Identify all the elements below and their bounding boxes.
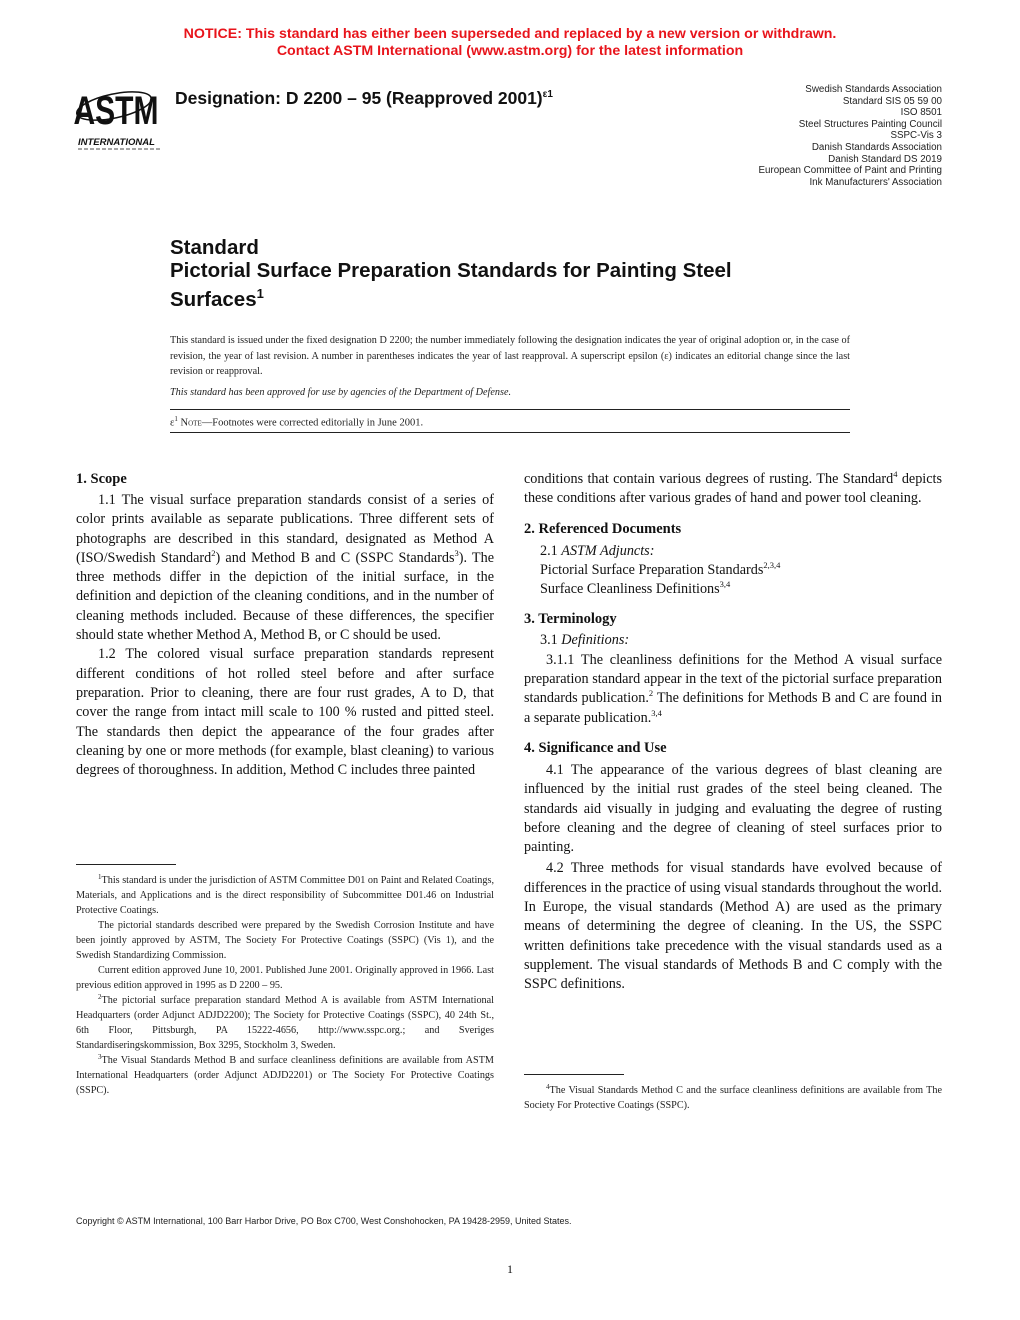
footnote-4: $^4$The Visual Standards Method C and the surface cleanliness definitions are available from The Society For Protective Coatings (SSPC). bbox=[524, 1083, 942, 1111]
header-divider-top bbox=[170, 409, 850, 410]
dod-approval-note: This standard has been approved for use by agencies of the Department of Defense. bbox=[170, 387, 512, 398]
equivalent-standard: Danish Standard DS 2019 bbox=[828, 153, 942, 165]
paragraph-4-2: 4.2 Three methods for visual standards have evolved because of differences in the practice of using visual standards throughout the world. In Europe, the visual standards (Method A) are used as the primary means of determining the degree of cleaning. In the US, the SSPC written definitions take precedence with the visual standards used as a supplement. The visual standards of Methods B and C comply with the SSPC definitions. bbox=[524, 860, 942, 993]
footnotes-right bbox=[524, 1083, 942, 1113]
page-number: 1 bbox=[507, 1262, 513, 1276]
title-footnote-ref[interactable]: 1 bbox=[256, 286, 264, 301]
subsection-2-1: 2.1 ASTM Adjuncts: bbox=[540, 542, 655, 559]
left-column bbox=[76, 470, 494, 780]
designation bbox=[175, 88, 553, 109]
equivalent-standard: European Committee of Paint and Printing bbox=[758, 165, 942, 177]
epsilon-note: $\varepsilon^1$ Note—Footnotes were corrected editorially in June 2001. bbox=[170, 415, 424, 429]
section-heading-scope: 1. Scope bbox=[76, 471, 127, 487]
referenced-item: Surface Cleanliness Definitions$^{3,4}$ bbox=[540, 579, 731, 598]
paragraph-1-2-continued: conditions that contain various degrees of rusting. The Standard$^4$ depicts these conditions after various grades of hand and power tool cleaning. bbox=[524, 469, 943, 507]
footnote-divider-left bbox=[76, 864, 176, 865]
equivalent-standard: Swedish Standards Association bbox=[805, 84, 942, 95]
footnote-1: $^1$This standard is under the jurisdiction of ASTM Committee D01 on Paint and Related Coatings, Materials, and Applications and is the direct responsibility of Subcommittee D01.46 on Industrial Protective Coatings. bbox=[76, 873, 494, 916]
footnote-3: $^3$The Visual Standards Method B and surface cleanliness definitions are available from ASTM International Headquarters (order Adjunct ADJD2201) or The Society For Protective Coatings (SSPC). bbox=[76, 1053, 494, 1096]
designation-label: Designation: D 2200 – 95 (Reapproved 2001) bbox=[175, 88, 543, 108]
footnotes-left bbox=[76, 873, 494, 1098]
subsection-3-1: 3.1 Definitions: bbox=[540, 632, 630, 649]
header-divider-bottom bbox=[170, 432, 850, 433]
equivalent-standard: Ink Manufacturers' Association bbox=[809, 176, 942, 188]
paragraph-3-1-1: 3.1.1 The cleanliness definitions for the Method A visual surface preparation standard appear in the text of the pictorial surface preparation standards publication.$^2$ The definitions for Methods B and C are found in a separate publication.$^{3,4}$ bbox=[524, 651, 942, 726]
equivalent-standard: ISO 8501 bbox=[900, 107, 942, 119]
equivalent-standard: Danish Standards Association bbox=[811, 141, 942, 153]
section-heading-significance: 4. Significance and Use bbox=[524, 739, 667, 756]
issuance-note: This standard is issued under the fixed designation D 2200; the number immediately following the designation indicates the year of original adoption or, in the case of revision, the year of last revision. A number in parentheses indicates the year of last reapproval. A superscript epsilon (ε) indicates an editorial change since the last revision or reapproval. bbox=[170, 335, 850, 377]
paragraph-1-1: 1.1 The visual surface preparation standards consist of a series of color prints available as separate publications. Three different sets of photographs are described in this standard, designated as Method A (ISO/Swedish Standard$^2$) and Method B and C (SSPC Standards$^3$). The three methods differ in the depiction of the initial surface, in the definition and depiction of the cleaning conditions, and in the number of cleaning methods included. Because of these differences, the specifier should state whether Method A, Method B, or C should be used. bbox=[76, 492, 494, 644]
footnote-ref-3[interactable]: 3 bbox=[454, 547, 459, 558]
footnote-2: $^2$The pictorial surface preparation standard Method A is available from ASTM International Headquarters (order Adjunct ADJD2200); The Society for Protective Coatings (SSPC), 40 24th St., 6th Floor, Pittsburgh, PA 15222-4656, http://www.sspc.org.; and Sveriges Standardiseringskommission, Box 3295, Stockholm 3, Sweden. bbox=[76, 993, 494, 1051]
supersession-notice bbox=[0, 26, 1020, 60]
title-line-2: Surfaces bbox=[170, 288, 257, 311]
section-heading-referenced-documents: 2. Referenced Documents bbox=[524, 520, 682, 537]
equivalent-standards-list bbox=[758, 84, 942, 188]
equivalent-standard: Steel Structures Painting Council bbox=[798, 118, 942, 130]
designation-epsilon: ε1 bbox=[542, 89, 553, 100]
referenced-item: Pictorial Surface Preparation Standards$^{2,3,4}$ bbox=[540, 559, 781, 578]
footnote-1-para-2: The pictorial standards described were prepared by the Swedish Corrosion Institute and have been jointly approved by ASTM, The Society For Protective Coatings (SSPC) (Vis 1), and the Swedish Standardizing Commission. bbox=[76, 920, 494, 961]
equivalent-standard: Standard SIS 05 59 00 bbox=[842, 95, 942, 107]
footnote-ref-4[interactable]: 4 bbox=[893, 469, 898, 479]
notice-line-2: Contact ASTM International (www.astm.org) for the latest information bbox=[276, 43, 744, 59]
paragraph-4-1: 4.1 The appearance of the various degrees of blast cleaning are influenced by the initial rust grades of the steel being cleaned. The standards aid visually in judging and evaluating the degree of rusting before cleaning and the degree of cleaning of steel surfaces prior to painting. bbox=[524, 761, 942, 856]
footnote-divider-right bbox=[524, 1074, 624, 1075]
copyright-notice: Copyright © ASTM International, 100 Barr Harbor Drive, PO Box C700, West Conshohocken, PA 19428-2959, United States. bbox=[76, 1216, 572, 1226]
svg-text:INTERNATIONAL: INTERNATIONAL bbox=[78, 137, 155, 148]
footnote-ref-2[interactable]: 2 bbox=[211, 547, 216, 558]
title-line-1: Pictorial Surface Preparation Standards for Painting Steel bbox=[170, 259, 732, 282]
astm-international-logo-icon bbox=[74, 74, 164, 154]
equivalent-standard: SSPC-Vis 3 bbox=[890, 130, 942, 142]
title-kind: Standard bbox=[170, 236, 259, 259]
document-title bbox=[170, 236, 850, 311]
section-heading-terminology: 3. Terminology bbox=[524, 611, 617, 628]
paragraph-1-2: 1.2 The colored visual surface preparation standards represent different conditions of hot rolled steel before and after surface preparation. Prior to cleaning, there are four rust grades, A to D, that cover the range from intact mill scale to 100 % rusted and pitted steel. The standards then depict the appearance of the four grades after cleaning by one or more methods (for example, blast cleaning) to various degrees of thoroughness. In addition, Method C includes three painted bbox=[76, 646, 494, 779]
notice-line-1: NOTICE: This standard has either been superseded and replaced by a new version or withdrawn. bbox=[183, 26, 837, 42]
right-column bbox=[524, 470, 942, 995]
svg-text:ASTM: ASTM bbox=[74, 88, 159, 134]
footnote-1-para-3: Current edition approved June 10, 2001. Published June 2001. Originally approved in 1966. Last previous edition approved in 1995 as D 2200 – 95. bbox=[76, 965, 494, 991]
